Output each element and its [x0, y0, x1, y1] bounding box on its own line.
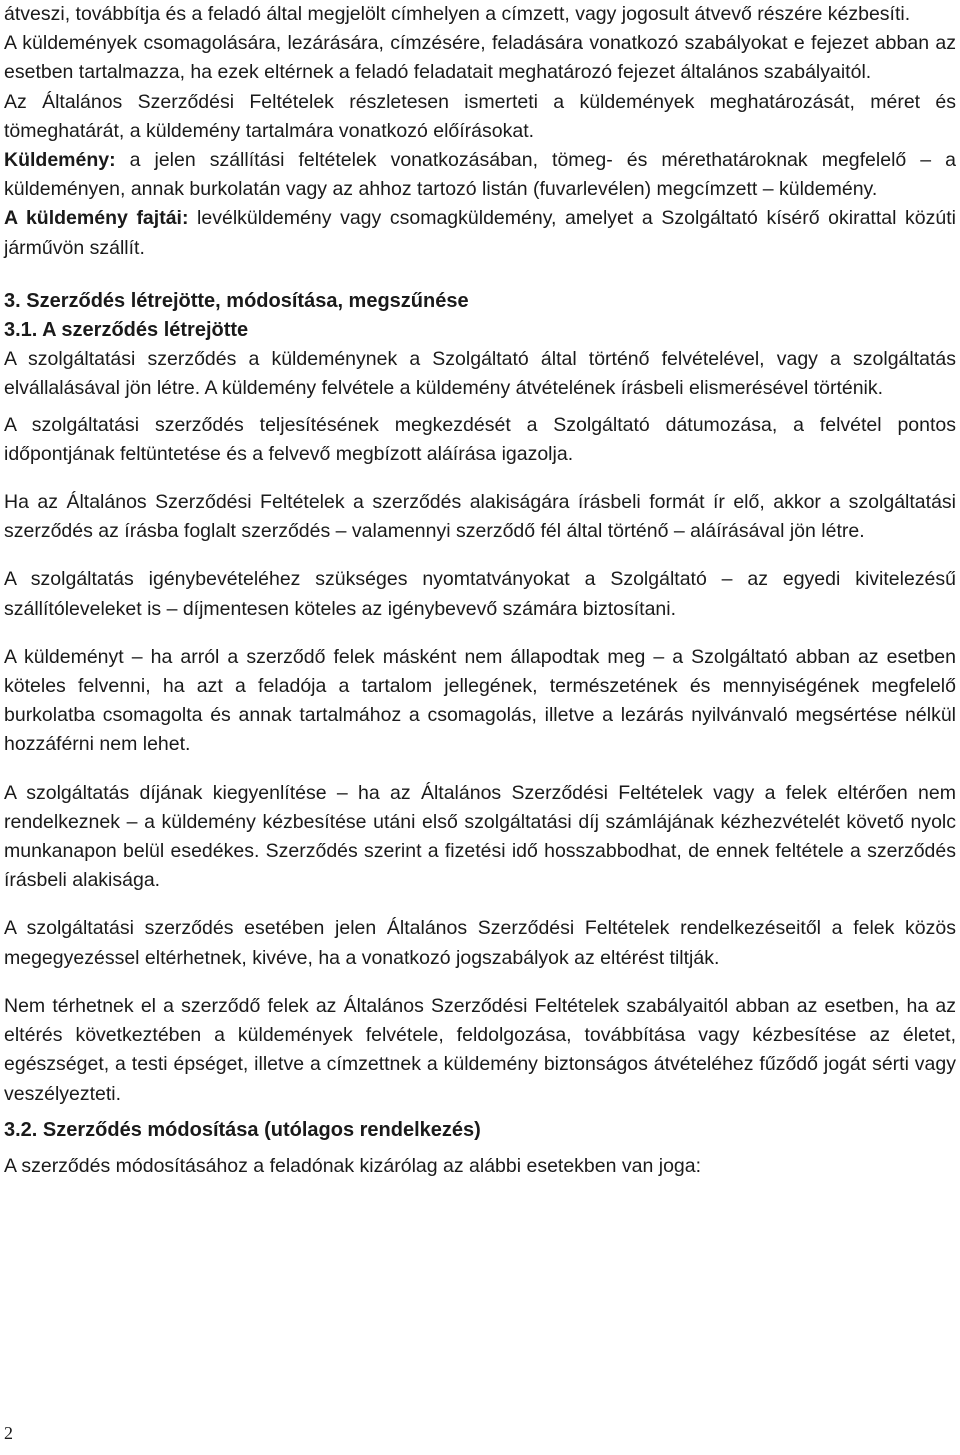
paragraph-general-terms: Az Általános Szerződési Feltételek részletesen ismerteti a küldemények meghatározását, méret és tömeghatárát, a küldemény tartalmára vonatkozó előírásokat.: [4, 90, 956, 142]
term-shipment-types: A küldemény fajtái:: [4, 207, 189, 230]
paragraph-contract-performance: A szolgáltatási szerződés teljesítésének megkezdését a Szolgáltató dátumozása, a felvétel pontos időpontjának feltüntetése és a felvevő megbízott aláírása igazolja.: [4, 413, 956, 465]
paragraph-acceptance: A küldeményt – ha arról a szerződő felek másként nem állapodtak meg – a Szolgáltató abban az esetben köteles felvenni, ha azt a feladója a tartalom jellegének, természetének és mennyiségének megfelelő burkolatba csomagolta és annak tartalmához a csomagolás, illetve a lezárás nyilvánvaló megsértése nélkül hozzáférni nem lehet.: [4, 645, 956, 756]
paragraph-payment: A szolgáltatás díjának kiegyenlítése – ha az Általános Szerződési Feltételek vagy a felek eltérően nem rendelkeznek – a küldemény kézbesítése utáni első szolgáltatási díj számlájának kézhezvételét követő nyolc munkanapon belül esedékes. Szerződés szerint a fizetési idő hosszabbodhat, de ennek feltétele a szerződés írásbeli alakisága.: [4, 781, 956, 892]
term-shipment: Küldemény:: [4, 149, 116, 172]
page-number: 2: [4, 1423, 13, 1443]
paragraph-shipment-definition: [4, 146, 956, 204]
paragraph-forms: A szolgáltatás igénybevételéhez szükséges nyomtatványokat a Szolgáltató – az egyedi kivitelezésű szállítóleveleket is – díjmentesen köteles az igénybevevő számára biztosítani.: [4, 568, 956, 620]
paragraph-delivery: átveszi, továbbítja és a feladó által megjelölt címhelyen a címzett, vagy jogosult átvevő részére kézbesíti.: [4, 3, 911, 25]
paragraph-deviation-forbidden: Nem térhetnek el a szerződő felek az Általános Szerződési Feltételek szabályaitól abban az esetben, ha az eltérés következtében a küldemények felvétele, feldolgozása, továbbítása vagy kézbesítése az életet, egészséget, a testi épséget, illetve a címzettnek a küldemény biztonságos átvételéhez fűződő jogát sérti vagy veszélyezteti.: [4, 994, 956, 1105]
section-heading-3: 3. Szerződés létrejötte, módosítása, megszűnése: [4, 289, 469, 312]
document-page: [4, 0, 956, 1181]
definition-shipment: a jelen szállítási feltételek vonatkozásában, tömeg- és mérethatároknak megfelelő – a küldeményen, annak burkolatán vagy az ahhoz tartozó listán (fuvarlevélen) megcímzett – küldemény.: [4, 149, 956, 201]
paragraph-deviation-allowed: A szolgáltatási szerződés esetében jelen Általános Szerződési Feltételek rendelkezéseitől a felek közös megegyezéssel eltérhetnek, kivéve, ha a vonatkozó jogszabályok az eltérést tiltják.: [4, 917, 956, 969]
paragraph-packaging-rules: A küldemények csomagolására, lezárására, címzésére, feladására vonatkozó szabályokat e fejezet abban az esetben tartalmazza, ha ezek eltérnek a feladó feladatait meghatározó fejezet általános szabályaitól.: [4, 32, 956, 84]
paragraph-written-form: Ha az Általános Szerződési Feltételek a szerződés alakiságára írásbeli formát ír elő, akkor a szolgáltatási szerződés az írásba foglalt szerződés – valamennyi szerződő fél által történő – aláírásával jön létre.: [4, 491, 956, 543]
paragraph-modification: A szerződés módosításához a feladónak kizárólag az alábbi esetekben van joga:: [4, 1154, 702, 1177]
paragraph-contract-formation: A szolgáltatási szerződés a küldeménynek a Szolgáltató által történő felvételével, vagy a szolgáltatás elvállalásával jön létre. A küldemény felvétele a küldemény átvételének írásbeli elismerésével történik.: [4, 348, 956, 400]
definition-shipment-types: levélküldemény vagy csomagküldemény, amelyet a Szolgáltató kísérő okirattal közúti járművön szállít.: [4, 207, 956, 259]
section-heading-3-2: 3.2. Szerződés módosítása (utólagos rendelkezés): [4, 1118, 481, 1141]
paragraph-shipment-types: [4, 204, 956, 262]
section-heading-3-1: 3.1. A szerződés létrejötte: [4, 319, 249, 342]
